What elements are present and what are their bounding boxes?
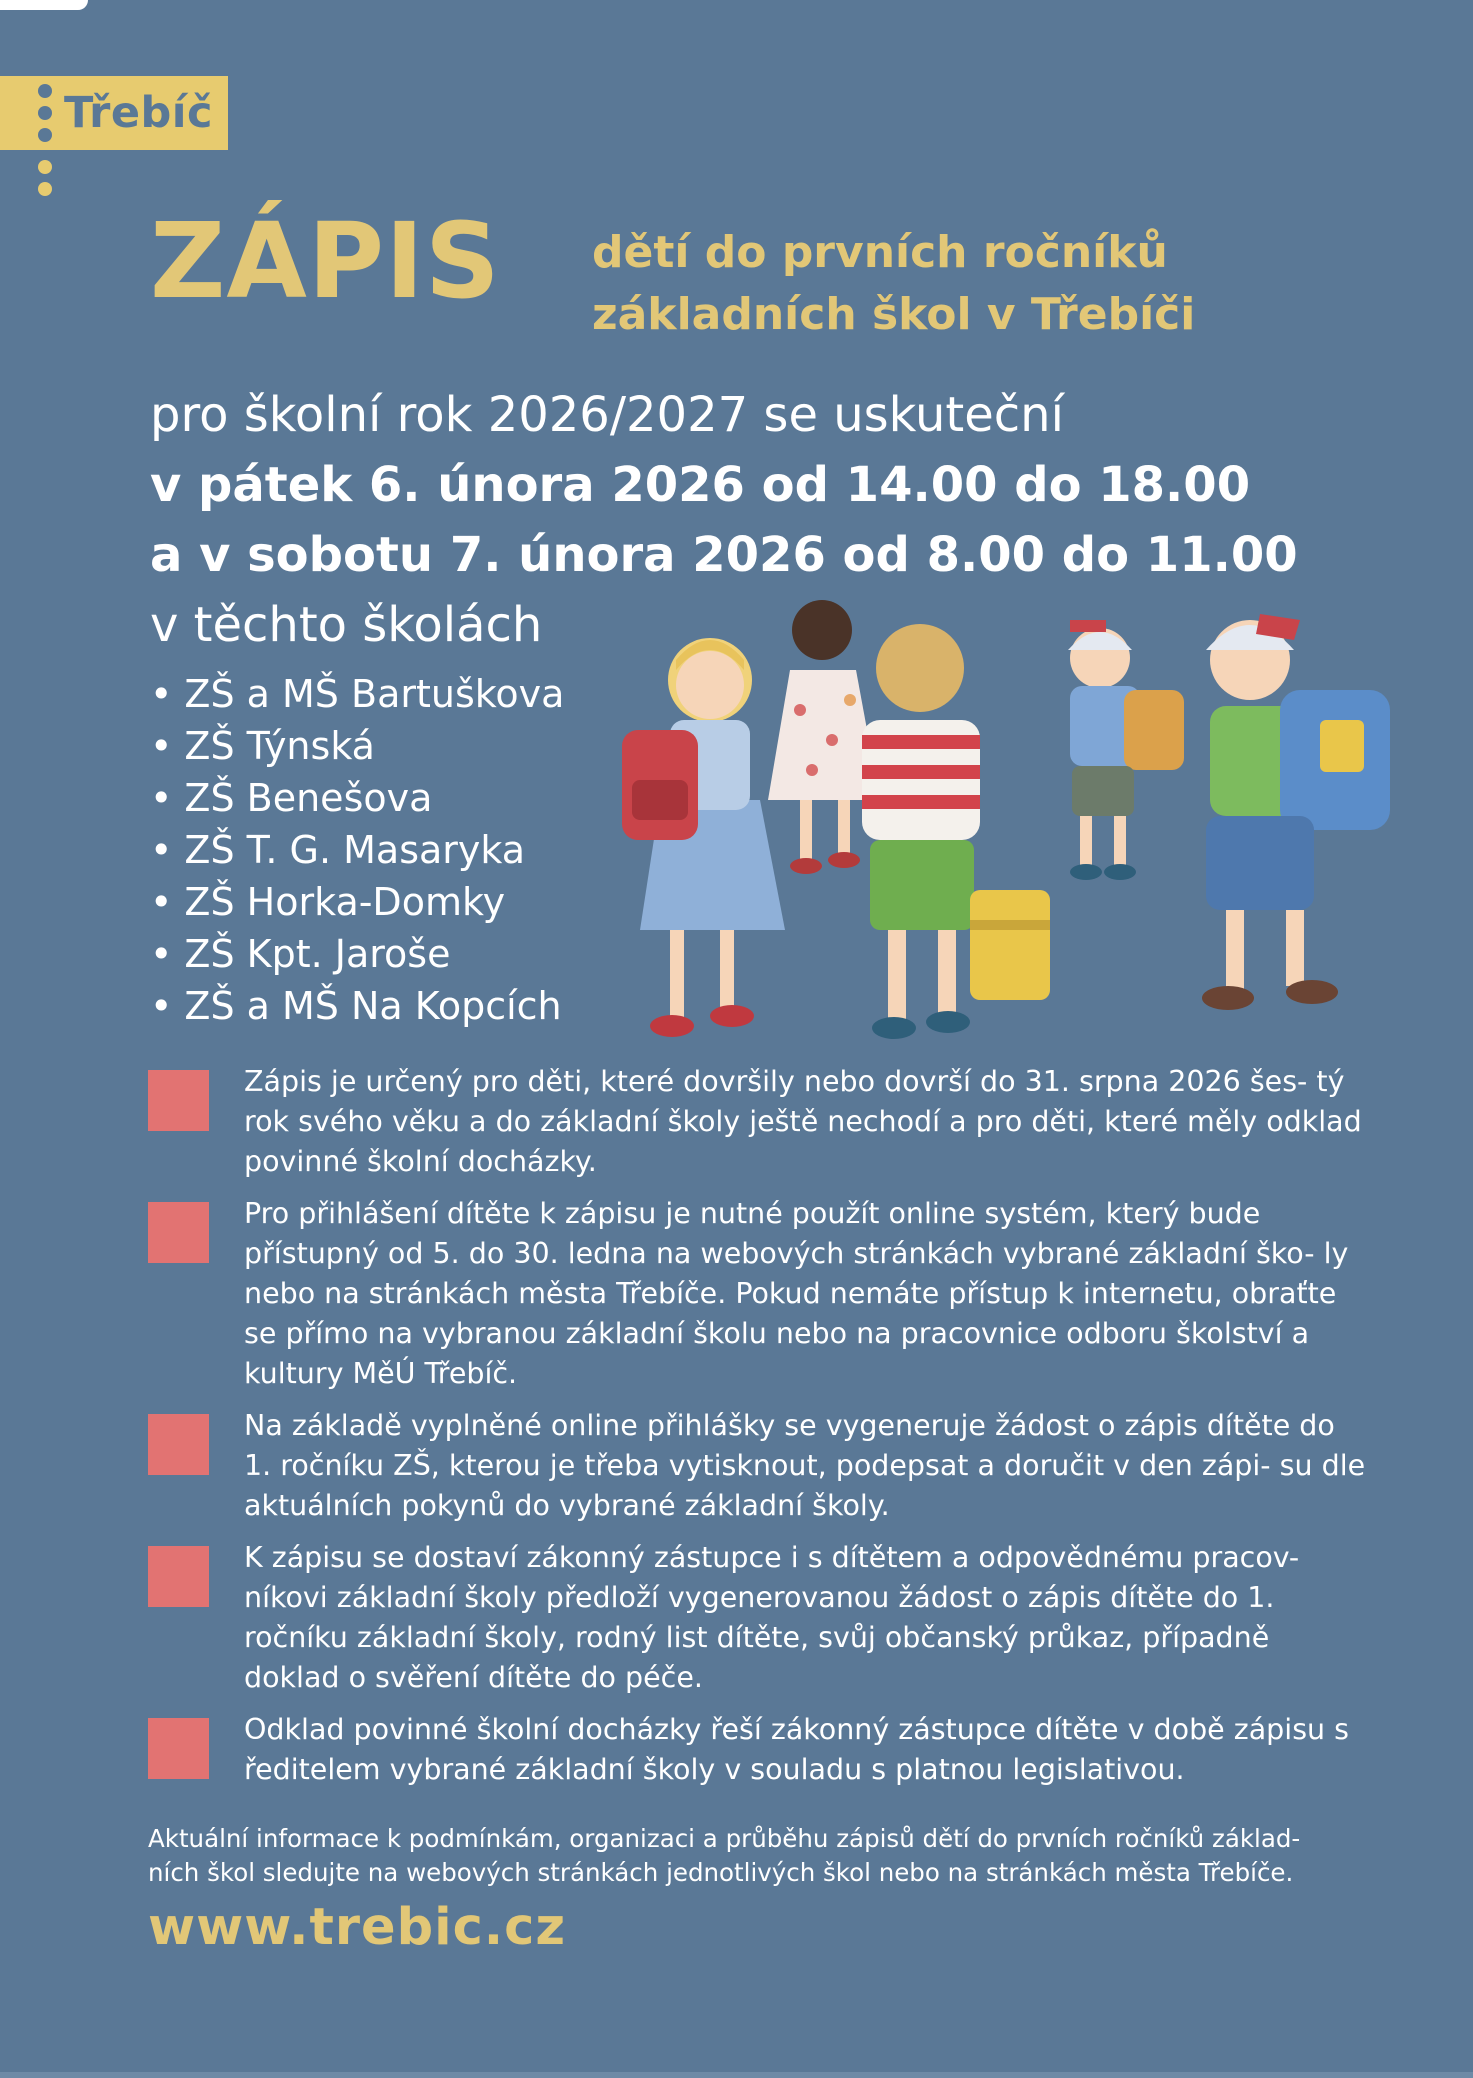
page-title: ZÁPIS <box>150 200 501 322</box>
school-item: • ZŠ Týnská <box>150 720 564 772</box>
city-logo[interactable] <box>0 76 228 150</box>
square-bullet-icon <box>148 1546 209 1607</box>
footer-note: Aktuální informace k podmínkám, organizaci a průběhu zápisů dětí do prvních ročníků základ- ních škol sledujte na webových stránkách jednotlivých škol nebo na stránkách města Třebíče. <box>148 1824 1301 1887</box>
square-bullet-icon <box>148 1718 209 1779</box>
school-item: • ZŠ Kpt. Jaroše <box>150 928 564 980</box>
children-illustration <box>600 590 1420 1070</box>
logo-dot <box>38 160 52 174</box>
subtitle-line-2: základních škol v Třebíči <box>592 289 1196 340</box>
bottom-strip <box>0 2072 1473 2078</box>
school-item: • ZŠ a MŠ Na Kopcích <box>150 980 564 1032</box>
intro-date-2: a v sobotu 7. února 2026 od 8.00 do 11.00 <box>150 527 1298 583</box>
corner-tab <box>0 0 88 10</box>
boy-in-striped-shirt <box>862 624 1050 1039</box>
school-item: • ZŠ Benešova <box>150 772 564 824</box>
school-item: • ZŠ Horka-Domky <box>150 876 564 928</box>
page-subtitle <box>592 222 1195 346</box>
rule-item <box>148 1710 1368 1790</box>
rules-list <box>148 1062 1368 1802</box>
subtitle-line-1: dětí do prvních ročníků <box>592 227 1168 278</box>
square-bullet-icon <box>148 1202 209 1263</box>
logo-dot <box>38 84 52 98</box>
rule-text: Odklad povinné školní docházky řeší zákonný zástupce dítěte v době zápisu s ředitelem vybrané základní školy v souladu s platnou legislativou. <box>244 1713 1350 1786</box>
rule-item <box>148 1062 1368 1182</box>
logo-dot <box>38 128 52 142</box>
logo-dot <box>38 106 52 120</box>
rule-item <box>148 1194 1368 1394</box>
rule-text: Pro přihlášení dítěte k zápisu je nutné použít online systém, který bude přístupný od 5. do 30. ledna na webových stránkách vybrané základní ško- ly nebo na stránkách města Třebíče. Pokud nemáte přístup k internetu, obraťte se přímo na vybranou základní školu nebo na pracovnice odboru školství a kultury MěÚ Třebíč. <box>244 1197 1349 1390</box>
school-item: • ZŠ T. G. Masaryka <box>150 824 564 876</box>
intro-line-1: pro školní rok 2026/2027 se uskuteční <box>150 387 1064 443</box>
girl-with-red-backpack <box>622 638 785 1037</box>
square-bullet-icon <box>148 1414 209 1475</box>
boy-with-blue-backpack <box>1202 614 1390 1010</box>
rule-text: Zápis je určený pro děti, které dovršily nebo dovrší do 31. srpna 2026 šes- tý rok svého věku a do základní školy ještě nechodí a pro děti, které měly odklad povinné školní docházky. <box>244 1065 1362 1178</box>
school-item: • ZŠ a MŠ Bartuškova <box>150 668 564 720</box>
small-boy-with-cap <box>1068 620 1184 880</box>
rule-text: Na základě vyplněné online přihlášky se vygeneruje žádost o zápis dítěte do 1. ročníku ZŠ, kterou je třeba vytisknout, podepsat a doručit v den zápi- su dle aktuálních pokynů do vybrané základní školy. <box>244 1409 1366 1522</box>
intro-line-4: v těchto školách <box>150 597 543 653</box>
rule-text: K zápisu se dostaví zákonný zástupce i s dítětem a odpovědnému pracov- níkovi základní školy předloží vygenerovanou žádost o zápis dítěte do 1. ročníku základní školy, rodný list dítěte, svůj občanský průkaz, případně doklad o svěření dítěte do péče. <box>244 1541 1300 1694</box>
rule-item <box>148 1406 1368 1526</box>
intro-date-1: v pátek 6. února 2026 od 14.00 do 18.00 <box>150 457 1251 513</box>
rule-item <box>148 1538 1368 1698</box>
square-bullet-icon <box>148 1070 209 1131</box>
logo-dot <box>38 182 52 196</box>
website-link[interactable]: www.trebic.cz <box>148 1898 567 1957</box>
logo-text: Třebíč <box>64 88 213 138</box>
school-list <box>150 668 564 1032</box>
